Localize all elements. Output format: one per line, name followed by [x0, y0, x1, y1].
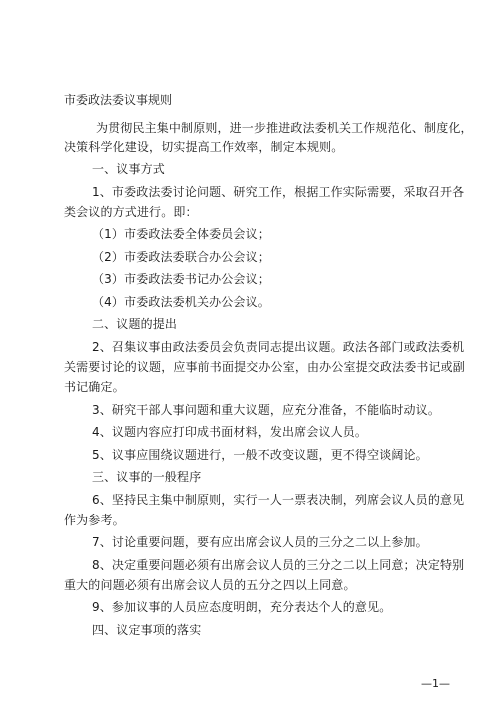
paragraph-line: 7、讨论重要问题，要有应出席会议人员的三分之二以上参加。 — [92, 535, 428, 549]
paragraph-line: 为贯彻民主集中制原则，进一步推进政法委机关工作规范化、制度化， — [96, 121, 473, 135]
paragraph-line: 8、决定重要问题必须有出席会议人员的三分之二以上同意；决定特别 — [92, 558, 465, 572]
paragraph-line: 3、研究干部人事问题和重大议题，应充分准备，不能临时动议。 — [92, 403, 440, 417]
list-item: （4）市委政法委机关办公会议。 — [92, 295, 270, 309]
section-heading: 三、议事的一般程序 — [92, 470, 202, 484]
paragraph-line: 9、参加议事的人员应态度明朗，充分表达个人的意见。 — [92, 600, 392, 614]
paragraph-line: 书记确定。 — [64, 380, 125, 394]
document-title: 市委政法委议事规则 — [64, 93, 173, 107]
paragraph-line: 6、坚持民主集中制原则，实行一人一票表决制，列席会议人员的意见 — [92, 493, 465, 507]
list-item: （3）市委政法委书记办公会议； — [92, 272, 270, 286]
paragraph-line: 重大的问题必须有出席会议人员的五分之四以上同意。 — [64, 578, 356, 592]
paragraph-line: 关需要讨论的议题，应事前书面提交办公室，由办公室提交政法委书记或副 — [64, 360, 465, 374]
list-item: （1）市委政法委全体委员会议； — [92, 227, 270, 241]
section-heading: 四、议定事项的落实 — [92, 623, 202, 637]
paragraph-line: 2、召集议事由政法委员会负责同志提出议题。政法各部门或政法委机 — [92, 340, 465, 354]
paragraph-line: 5、议事应围绕议题进行，一般不改变议题，更不得空谈阔论。 — [92, 448, 428, 462]
page-number: —1— — [421, 677, 450, 690]
paragraph-line: 类会议的方式进行。即： — [64, 205, 198, 219]
section-heading: 一、议事方式 — [92, 162, 165, 176]
paragraph-line: 作为参考。 — [64, 513, 125, 527]
paragraph-line: 1、市委政法委讨论问题、研究工作，根据工作实际需要，采取召开各 — [92, 185, 465, 199]
section-heading: 二、议题的提出 — [92, 317, 178, 331]
paragraph-line: 4、议题内容应打印成书面材料，发出席会议人员。 — [92, 425, 368, 439]
paragraph-line: 决策科学化建设，切实提高工作效率，制定本规则。 — [64, 140, 344, 154]
list-item: （2）市委政法委联合办公会议； — [92, 250, 270, 264]
